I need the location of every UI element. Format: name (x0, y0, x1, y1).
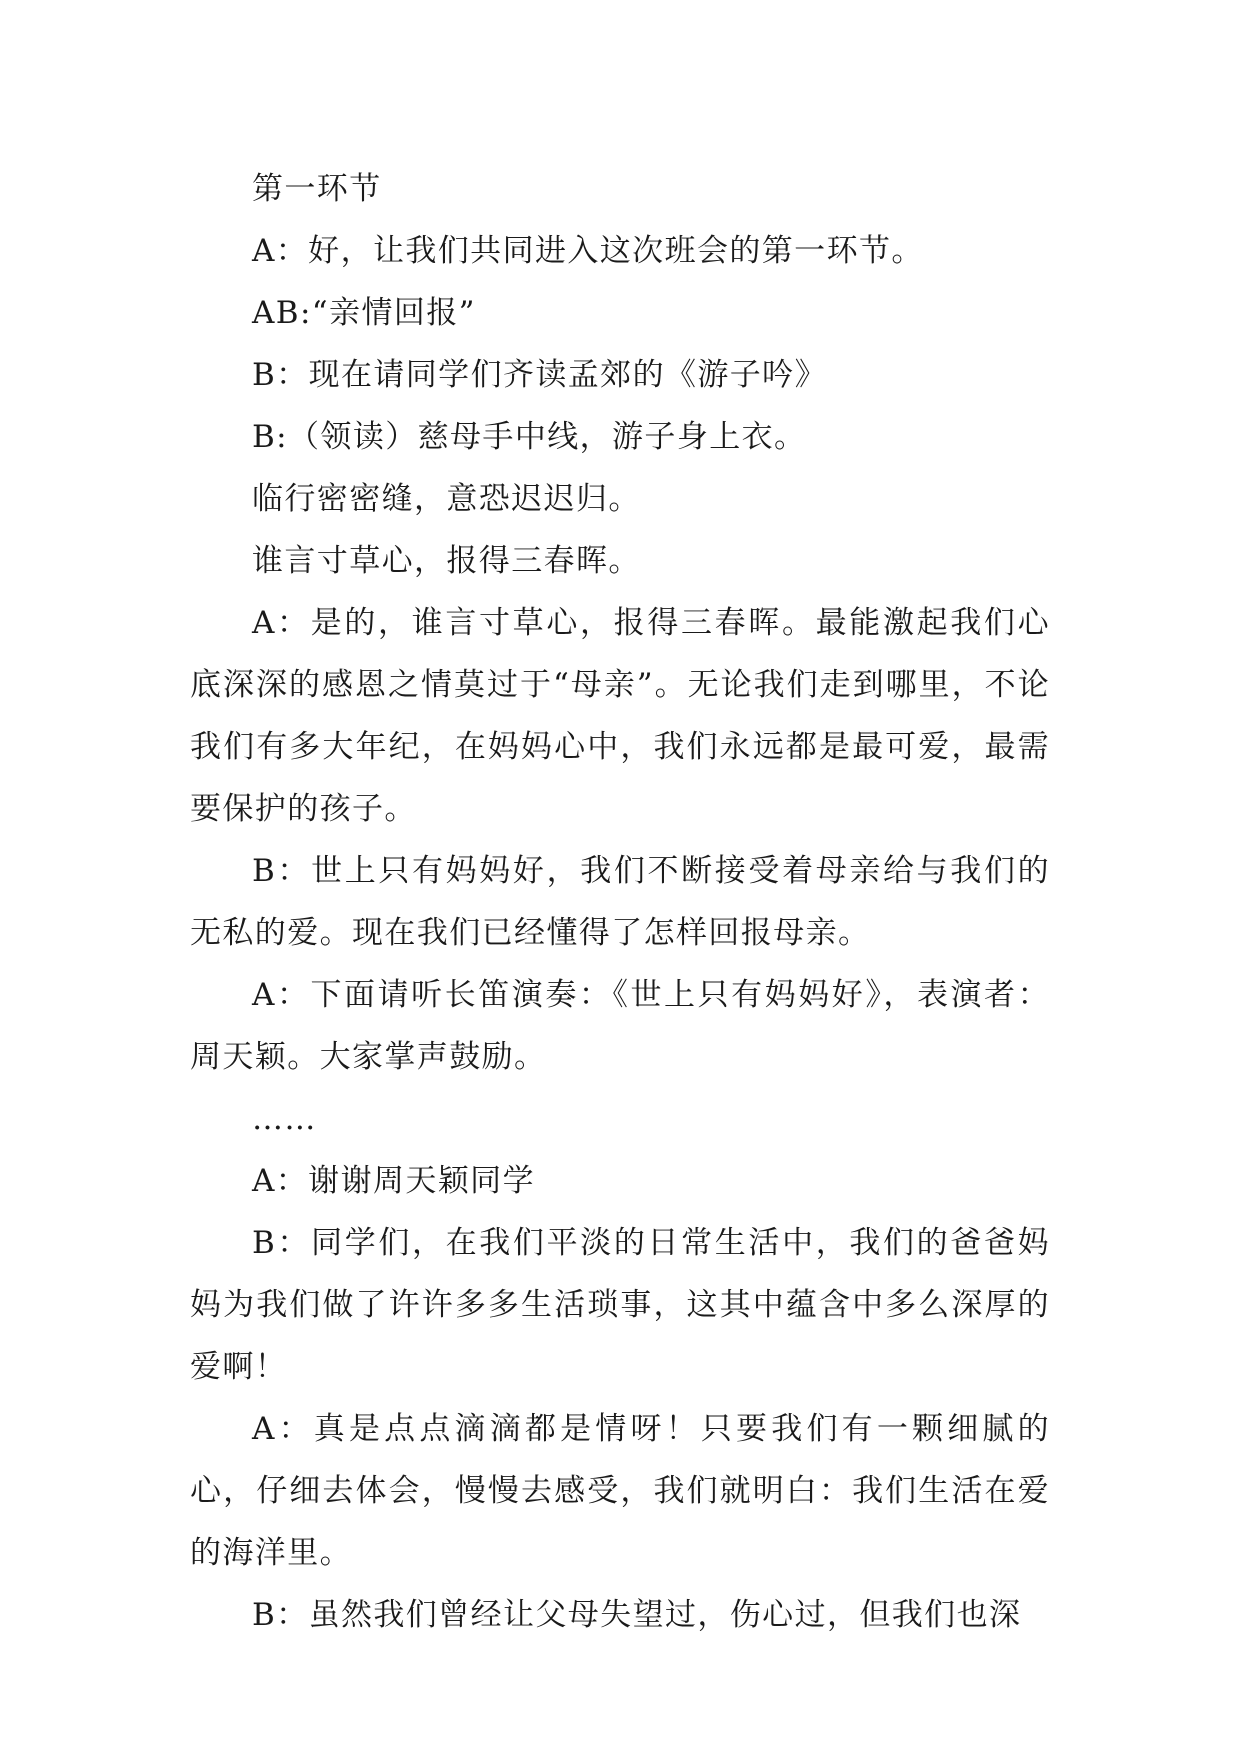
poem-line: B:（领读）慈母手中线，游子身上衣。 (252, 419, 807, 455)
paragraph: A：真是点点滴滴都是情呀！只要我们有一颗细腻的心，仔细去体会，慢慢去感受，我们就明白：我们生活在爱的海洋里。 (190, 1411, 1050, 1571)
paragraph: A：好，让我们共同进入这次班会的第一环节。 (252, 233, 924, 269)
poem-line: 临行密密缝，意恐迟迟归。 (252, 481, 641, 517)
paragraph: A：是的，谁言寸草心，报得三春晖。最能激起我们心底深深的感恩之情莫过于“母亲”。无论我们走到哪里，不论我们有多大年纪，在妈妈心中，我们永远都是最可爱，最需要保护的孩子。 (190, 605, 1050, 827)
paragraph: A：下面请听长笛演奏：《世上只有妈妈好》，表演者：周天颖。大家掌声鼓励。 (190, 977, 1050, 1075)
ellipsis-line: …… (252, 1101, 317, 1137)
section-heading: 第一环节 (252, 171, 382, 207)
paragraph: B：虽然我们曾经让父母失望过，伤心过，但我们也深 (252, 1597, 1022, 1633)
paragraph: AB:“亲情回报” (252, 295, 476, 331)
paragraph: B：世上只有妈妈好，我们不断接受着母亲给与我们的无私的爱。现在我们已经懂得了怎样回报母亲。 (190, 853, 1050, 951)
paragraph: B：现在请同学们齐读孟郊的《游子吟》 (252, 357, 827, 393)
paragraph: B：同学们，在我们平淡的日常生活中，我们的爸爸妈妈为我们做了许许多多生活琐事，这其中蕴含中多么深厚的爱啊！ (190, 1225, 1050, 1385)
poem-line: 谁言寸草心，报得三春晖。 (252, 543, 641, 579)
paragraph: A：谢谢周天颖同学 (252, 1163, 535, 1199)
document-body (190, 158, 1050, 1646)
